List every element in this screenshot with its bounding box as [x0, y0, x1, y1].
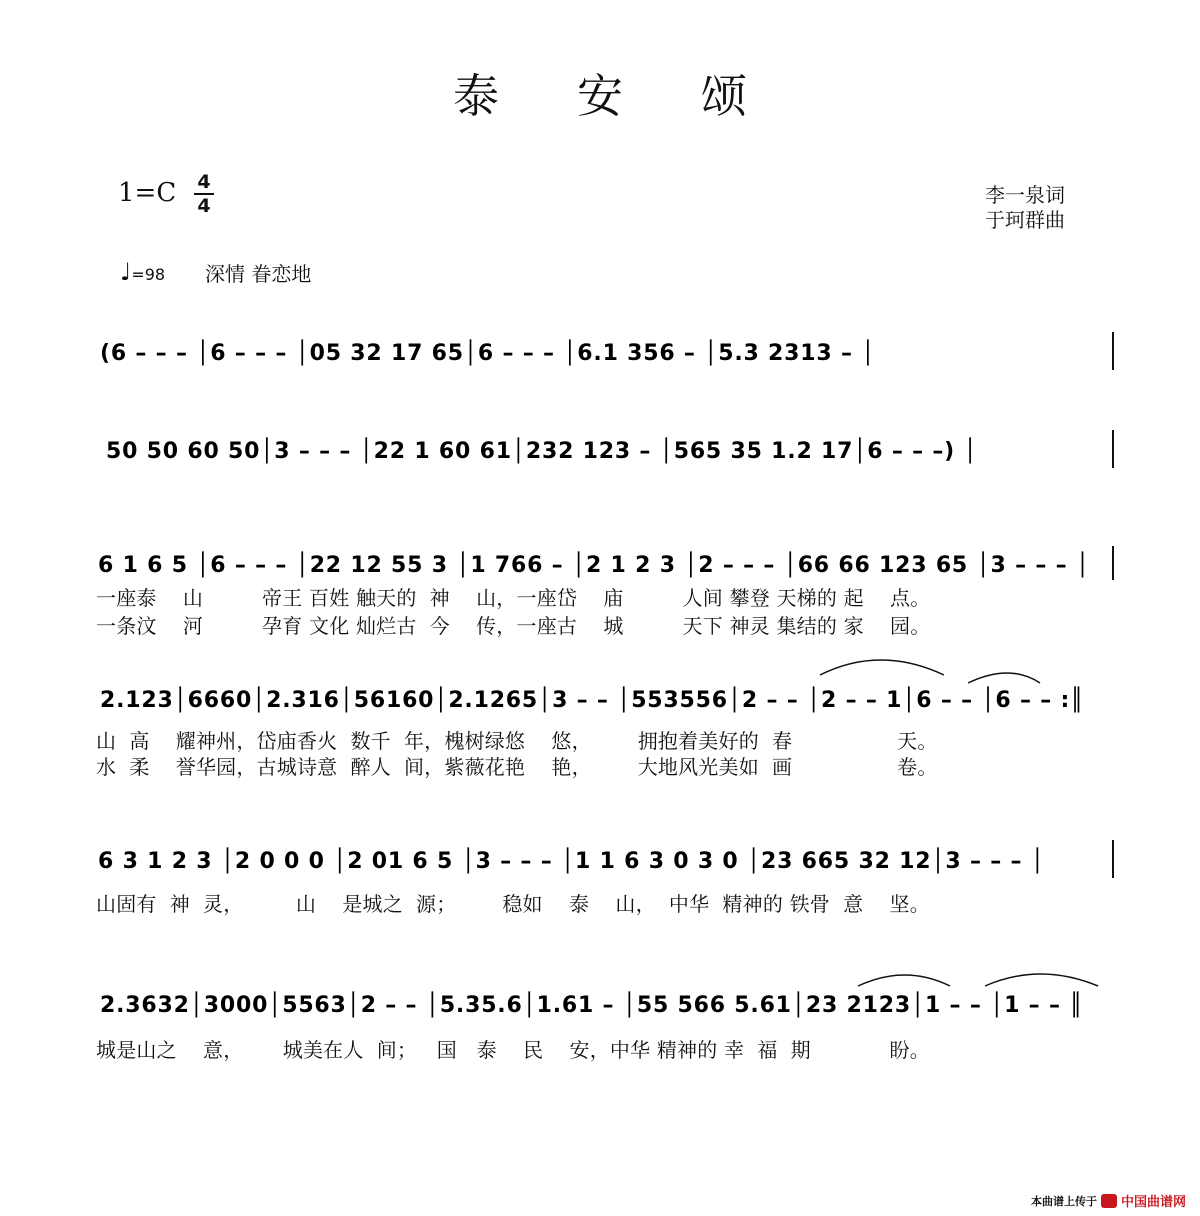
lyric-verse-1: 一座泰 山 帝王 百姓 触天的 神 山，一座岱 庙 人间 攀登 天梯的 起 点。	[96, 586, 931, 610]
notation-line: 6 3 1 2 3 │2 0 0 0 │2 01 6 5 │3 – – – │1 1 6 3 0 3 0 │23 665 32 12│3 – – – │	[98, 849, 1045, 874]
notation-line: 50 50 60 50│3 – – – │22 1 60 61│232 123 – │565 35 1.2 17│6 – – –) │	[106, 439, 978, 464]
lyric-verse-1: 山固有 神 灵， 山 是城之 源； 稳如 泰 山， 中华 精神的 铁骨 意 坚。	[96, 892, 930, 916]
score-row-5	[0, 820, 1200, 940]
tie-arc	[968, 673, 1040, 683]
notation-line: 2.3632│3000│5563│2 – – │5.35.6│1.61 – │55 566 5.61│23 2123│1 – – │1 – – ║	[100, 993, 1084, 1018]
tie-arc	[820, 660, 944, 675]
tie-arc	[985, 974, 1098, 986]
tempo-value: =98	[131, 265, 166, 284]
lyric-verse-1: 山 高 耀神州，岱庙香火 数千 年，槐树绿悠 悠， 拥抱着美好的 春 天。	[96, 729, 938, 753]
tie-arc	[858, 975, 950, 986]
site-logo-icon	[1101, 1194, 1117, 1208]
notation-line: (6 – – – │6 – – – │05 32 17 65│6 – – – │6.1 356 – │5.3 2313 – │	[100, 341, 876, 366]
score-row-3	[0, 520, 1200, 640]
staff-svg-2	[0, 410, 1200, 530]
lyric-verse-1: 城是山之 意， 城美在人 间； 国 泰 民 安，中华 精神的 幸 福 期 盼。	[96, 1038, 930, 1062]
score-row-4	[0, 645, 1200, 779]
time-signature	[194, 172, 214, 216]
staff-svg-5	[0, 820, 1200, 880]
lyric-verse-2: 一条汶 河 孕育 文化 灿烂古 今 传，一座古 城 天下 神灵 集结的 家 园。	[96, 614, 931, 638]
credits	[985, 183, 1065, 233]
staff-svg-6	[0, 960, 1200, 1030]
notation-line: 2.123│6660│2.316│56160│2.1265│3 – – │553556│2 – – │2 – – 1│6 – – │6 – – :║	[100, 688, 1085, 713]
time-signature-bottom: 4	[197, 195, 211, 217]
song-title: 泰安颂	[453, 69, 825, 123]
composer-credit: 于珂群曲	[985, 208, 1065, 232]
expression-mark: 深情 眷恋地	[205, 262, 312, 286]
notation-line: 6 1 6 5 │6 – – – │22 12 55 3 │1 766 – │2 1 2 3 │2 – – – │66 66 123 65 │3 – – – │	[98, 553, 1090, 578]
score-row-6	[0, 960, 1200, 1080]
time-signature-top: 4	[197, 171, 211, 193]
footer-site-name: 中国曲谱网	[1120, 1195, 1186, 1210]
staff-svg-3	[0, 520, 1200, 580]
staff-svg-4	[0, 645, 1200, 715]
footer-watermark	[1031, 1191, 1186, 1210]
score-row-2	[0, 410, 1200, 530]
key-signature: 1=C	[118, 178, 177, 208]
lyricist-credit: 李一泉词	[985, 183, 1065, 207]
tempo-mark	[120, 258, 165, 286]
lyric-verse-2: 水 柔 誉华园，古城诗意 醉人 间，紫薇花艳 艳， 大地风光美如 画 卷。	[96, 755, 938, 779]
quarter-note-icon: ♩	[120, 258, 132, 286]
footer-uploaded-text: 本曲谱上传于	[1030, 1194, 1097, 1208]
